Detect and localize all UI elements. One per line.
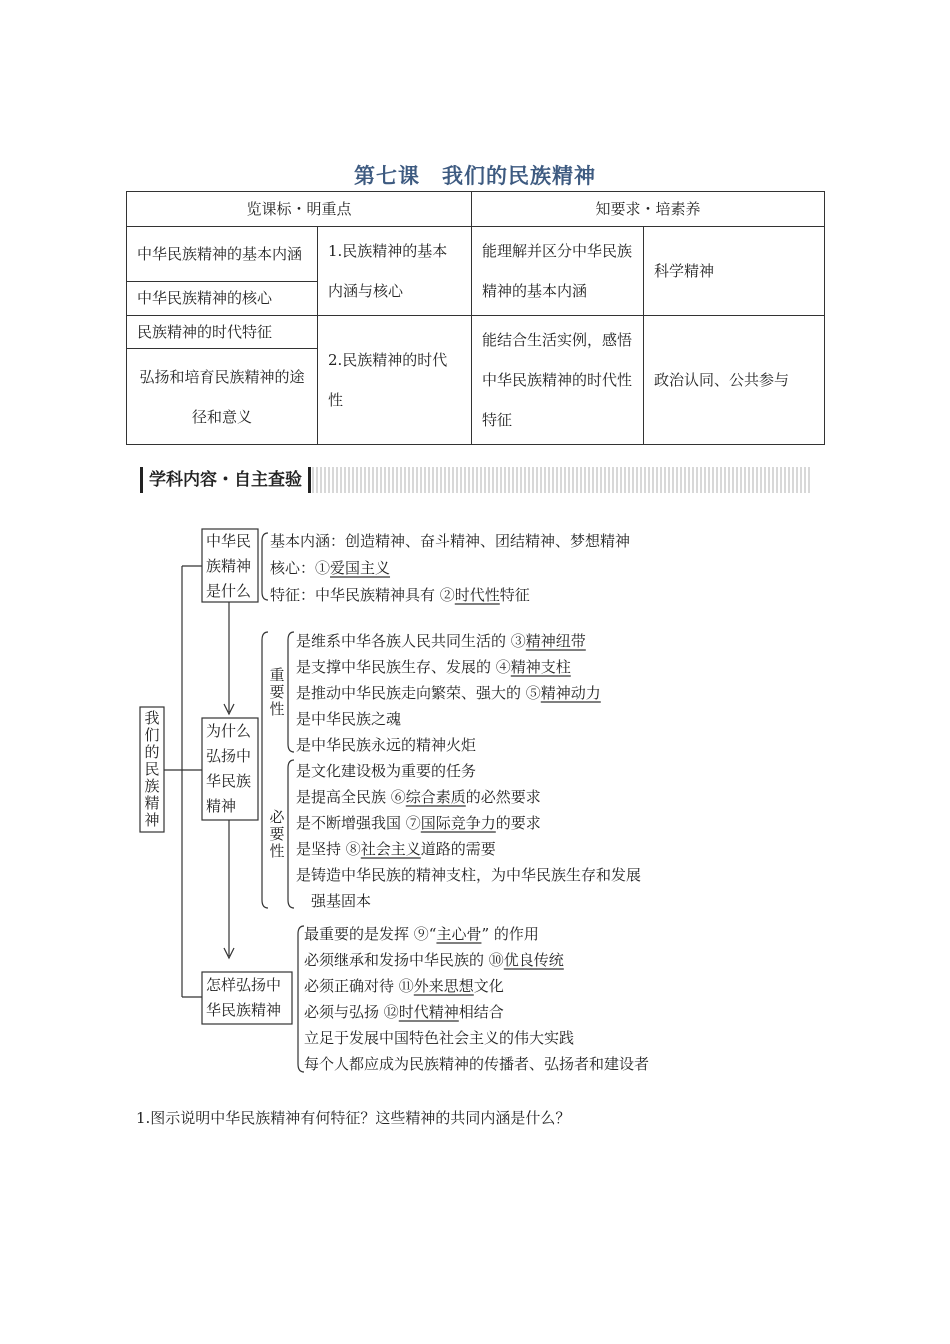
question-text: 1.图示说明中华民族精神有何特征？这些精神的共同内涵是什么？ (136, 1109, 571, 1127)
root-label: 我 (144, 709, 160, 727)
root-label: 的 (144, 743, 160, 761)
root-label: 神 (144, 811, 160, 829)
root-label: 精 (144, 794, 160, 812)
root-label: 民 (144, 760, 160, 778)
what-item: 基本内涵：创造精神、奋斗精神、团结精神、梦想精神 (270, 532, 631, 550)
box-how-label: 华民族精神 (206, 1001, 282, 1019)
importance-item: 是支撑中华民族生存、发展的 ④精神支柱 (296, 658, 571, 676)
how-item: 必须继承和发扬中华民族的 ⑩优良传统 (304, 951, 564, 969)
how-item: 最重要的是发挥 ⑨“主心骨” 的作用 (304, 925, 539, 943)
importance-item: 是维系中华各族人民共同生活的 ③精神纽带 (296, 632, 586, 650)
what-item: 核心：①爱国主义 (270, 559, 391, 577)
box-what-label: 是什么 (206, 582, 252, 600)
brace (288, 760, 294, 908)
necessity-label: 要 (269, 825, 285, 843)
importance-item: 是中华民族之魂 (296, 710, 402, 728)
header-right: 知要求・培素养 (472, 192, 825, 227)
importance-item: 是推动中华民族走向繁荣、强大的 ⑤精神动力 (296, 684, 601, 702)
box-why-label: 为什么 (206, 722, 252, 740)
brace (262, 533, 268, 600)
necessity-item: 是文化建设极为重要的任务 (296, 762, 477, 780)
how-item: 必须正确对待 ⑪外来思想文化 (304, 977, 504, 995)
section-label: 学科内容・自主查验 (140, 467, 311, 493)
necessity-item: 是坚持 ⑧社会主义道路的需要 (296, 840, 496, 858)
how-item: 必须与弘扬 ⑫时代精神相结合 (304, 1003, 504, 1021)
topic-cell: 弘扬和培育民族精神的途径和意义 (127, 349, 318, 445)
how-item: 每个人都应成为民族精神的传播者、弘扬者和建设者 (304, 1055, 650, 1073)
brace (262, 632, 268, 908)
importance-item: 是中华民族永远的精神火炬 (296, 736, 477, 754)
requirement-cell: 能理解并区分中华民族精神的基本内涵 (472, 227, 644, 316)
page-title: 第七课 我们的民族精神 (354, 163, 596, 188)
importance-label: 要 (269, 683, 285, 701)
necessity-label: 性 (269, 842, 285, 860)
necessity-item: 是不断增强我国 ⑦国际竞争力的要求 (296, 814, 541, 832)
point-cell: 2.民族精神的时代性 (318, 316, 472, 445)
topic-cell: 民族精神的时代特征 (127, 316, 318, 349)
requirement-cell: 能结合生活实例，感悟中华民族精神的时代性特征 (472, 316, 644, 445)
brace (288, 632, 294, 752)
header-left: 览课标・明重点 (127, 192, 472, 227)
necessity-item: 是提高全民族 ⑥综合素质的必然要求 (296, 788, 541, 806)
importance-label: 重 (269, 666, 285, 684)
literacy-cell: 科学精神 (644, 227, 825, 316)
topic-cell: 中华民族精神的核心 (127, 281, 318, 316)
mind-map-text (144, 532, 649, 1073)
box-how-label: 怎样弘扬中 (206, 976, 282, 994)
box-why-label: 精神 (206, 797, 237, 815)
how-item: 立足于发展中国特色社会主义的伟大实践 (304, 1029, 575, 1047)
importance-label: 性 (269, 700, 285, 718)
box-why-label: 华民族 (206, 772, 252, 790)
box-what-label: 中华民 (206, 532, 252, 550)
what-item: 特征：中华民族精神具有 ②时代性特征 (270, 586, 530, 604)
box-why-label: 弘扬中 (206, 747, 252, 765)
necessity-item: 是铸造中华民族的精神支柱，为中华民族生存和发展 (296, 866, 642, 884)
point-cell: 1.民族精神的基本内涵与核心 (318, 227, 472, 316)
brace (298, 926, 304, 1072)
necessity-label: 必 (269, 808, 285, 826)
literacy-cell: 政治认同、公共参与 (644, 316, 825, 445)
topic-cell: 中华民族精神的基本内涵 (127, 227, 318, 282)
necessity-item: 强基固本 (296, 892, 372, 910)
box-what-label: 族精神 (206, 557, 252, 575)
root-label: 们 (144, 726, 160, 744)
root-label: 族 (144, 777, 160, 795)
